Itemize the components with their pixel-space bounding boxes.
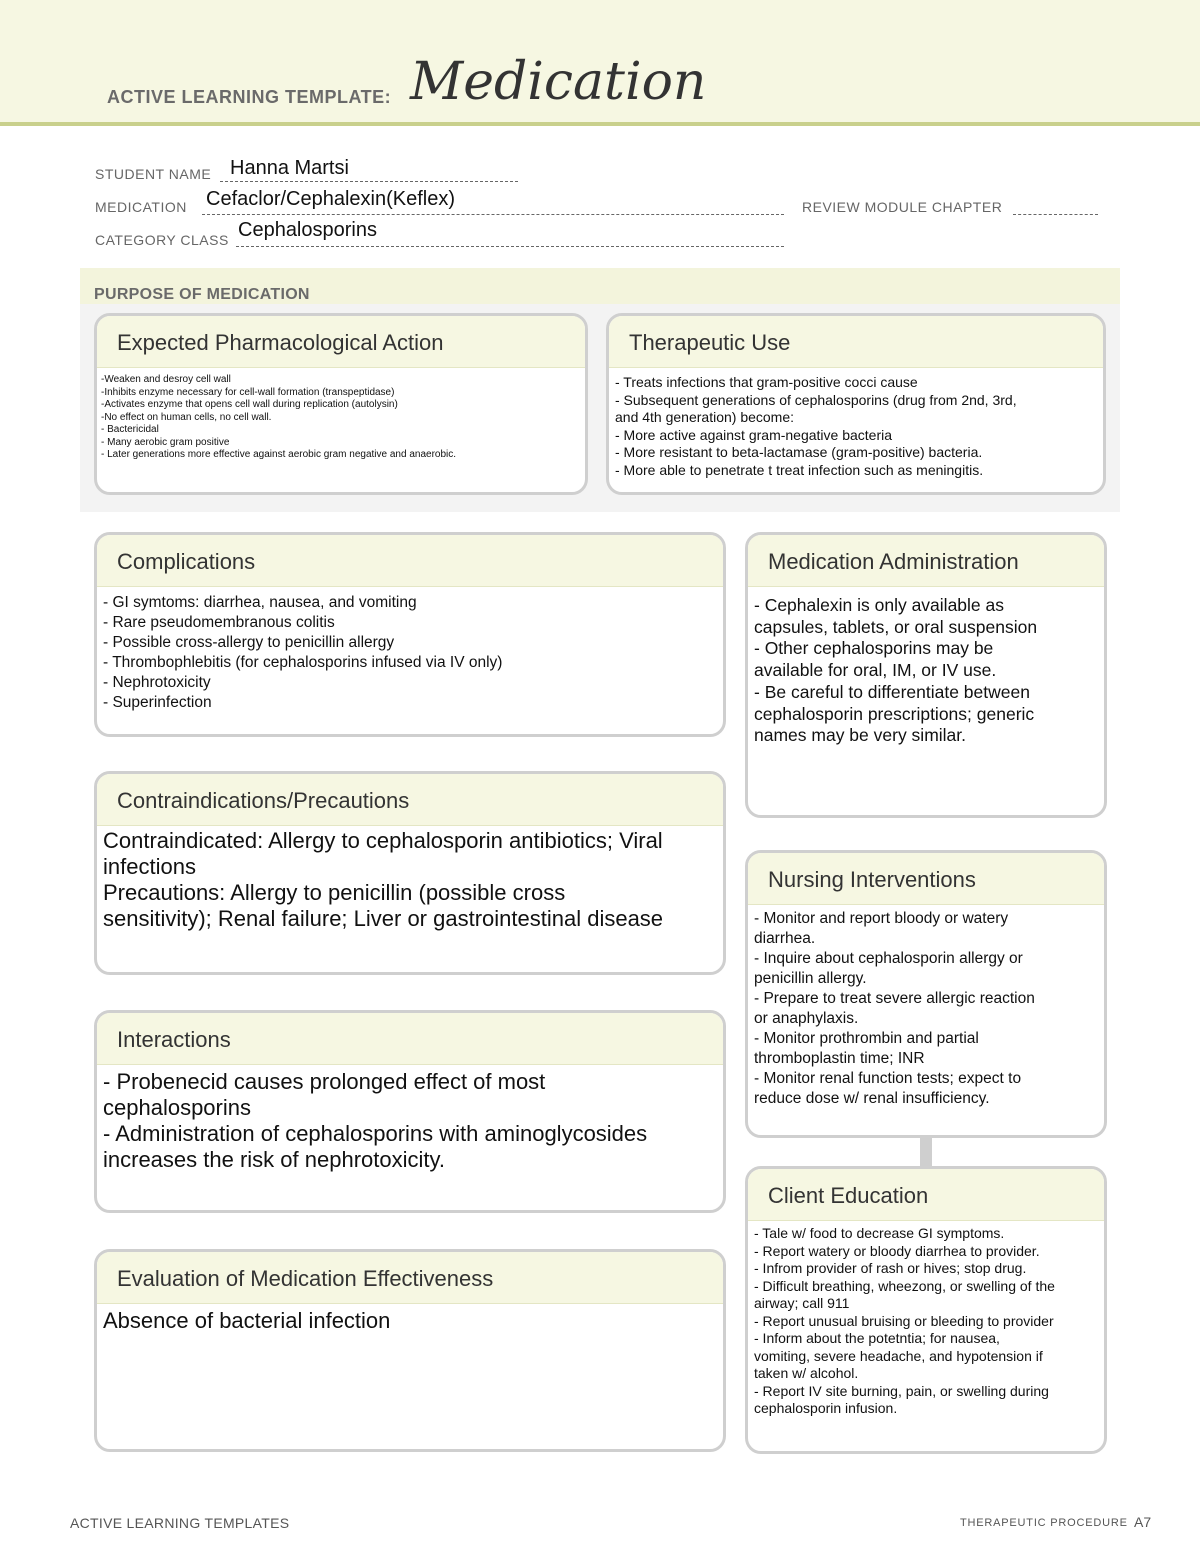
list-item: - Inquire about cephalosporin allergy or xyxy=(754,950,1023,967)
complications-card xyxy=(94,532,726,737)
list-item: - Superinfection xyxy=(103,694,212,711)
client-education-card xyxy=(745,1166,1107,1454)
list-item: - Subsequent generations of cephalosporins (drug from 2nd, 3rd, xyxy=(615,391,1017,408)
review-module-field[interactable] xyxy=(1013,214,1098,215)
therapeutic-use-title: Therapeutic Use xyxy=(609,316,1103,368)
list-item: - Rare pseudomembranous colitis xyxy=(103,614,335,631)
page-number: A7 xyxy=(1134,1514,1152,1530)
list-item: Absence of bacterial infection xyxy=(103,1308,391,1333)
expected-action-body[interactable] xyxy=(97,368,585,462)
list-item: - Nephrotoxicity xyxy=(103,674,211,691)
list-item: cephalosporin infusion. xyxy=(754,1400,898,1416)
list-item: -No effect on human cells, no cell wall. xyxy=(101,411,272,423)
card-connector xyxy=(920,1136,932,1166)
list-item: - Monitor prothrombin and partial xyxy=(754,1030,979,1047)
expected-action-title: Expected Pharmacological Action xyxy=(97,316,585,368)
nursing-interventions-title: Nursing Interventions xyxy=(748,853,1104,905)
client-education-title: Client Education xyxy=(748,1169,1104,1221)
list-item: and 4th generation) become: xyxy=(615,409,795,425)
client-education-body[interactable] xyxy=(748,1221,1104,1418)
list-item: - Be careful to differentiate between xyxy=(754,681,1030,702)
list-item: Precautions: Allergy to penicillin (possible cross xyxy=(103,880,566,905)
administration-title: Medication Administration xyxy=(748,535,1104,587)
footer-label: ACTIVE LEARNING TEMPLATES xyxy=(70,1515,290,1531)
complications-title: Complications xyxy=(97,535,723,587)
list-item: - Administration of cephalosporins with aminoglycosides xyxy=(103,1121,648,1146)
therapeutic-use-body[interactable] xyxy=(609,368,1103,479)
interactions-body[interactable] xyxy=(97,1065,723,1173)
list-item: - Probenecid causes prolonged effect of most xyxy=(103,1069,546,1094)
header-divider xyxy=(0,122,1200,126)
list-item: - Treats infections that gram-positive cocci cause xyxy=(615,374,918,390)
list-item: - More resistant to beta-lactamase (gram-positive) bacteria. xyxy=(615,444,983,460)
list-item: sensitivity); Renal failure; Liver or gastrointestinal disease xyxy=(103,906,664,931)
medication-field[interactable]: Cefaclor/Cephalexin(Keflex) xyxy=(206,188,456,210)
medication-underline xyxy=(202,214,784,215)
list-item: taken w/ alcohol. xyxy=(754,1365,859,1381)
evaluation-title: Evaluation of Medication Effectiveness xyxy=(97,1252,723,1304)
student-name-underline xyxy=(220,181,518,182)
list-item: cephalosporins xyxy=(103,1095,251,1120)
nursing-interventions-body[interactable] xyxy=(748,905,1104,1109)
list-item: capsules, tablets, or oral suspension xyxy=(754,616,1038,637)
page-title: Medication xyxy=(410,52,707,112)
list-item: names may be very similar. xyxy=(754,725,967,746)
interactions-title: Interactions xyxy=(97,1013,723,1065)
list-item: - Other cephalosporins may be xyxy=(754,638,994,659)
evaluation-body[interactable] xyxy=(97,1304,723,1334)
review-module-label: REVIEW MODULE CHAPTER xyxy=(802,199,1003,215)
category-class-field[interactable]: Cephalosporins xyxy=(238,219,377,241)
list-item: - GI symtoms: diarrhea, nausea, and vomiting xyxy=(103,594,417,611)
contraindications-title: Contraindications/Precautions xyxy=(97,774,723,826)
list-item: vomiting, severe headache, and hypotension if xyxy=(754,1347,1043,1364)
purpose-label: PURPOSE OF MEDICATION xyxy=(94,286,310,303)
nursing-interventions-card xyxy=(745,850,1107,1138)
interactions-card xyxy=(94,1010,726,1213)
list-item: diarrhea. xyxy=(754,930,816,947)
list-item: - Monitor and report bloody or watery xyxy=(754,910,1009,927)
list-item: - Thrombophlebitis (for cephalosporins infused via IV only) xyxy=(103,654,503,671)
list-item: available for oral, IM, or IV use. xyxy=(754,660,997,681)
contraindications-body[interactable] xyxy=(97,826,723,932)
list-item: -Activates enzyme that opens cell wall during replication (autolysin) xyxy=(101,399,398,410)
list-item: penicillin allergy. xyxy=(754,970,867,987)
list-item: - Cephalexin is only available as xyxy=(754,595,1004,615)
list-item: - Inform about the potetntia; for nausea, xyxy=(754,1330,1000,1346)
medication-label: MEDICATION xyxy=(95,199,187,215)
student-name-label: STUDENT NAME xyxy=(95,166,212,182)
footer-section: THERAPEUTIC PROCEDURE xyxy=(960,1517,1128,1529)
list-item: cephalosporin prescriptions; generic xyxy=(754,703,1035,724)
list-item: - More active against gram-negative bacteria xyxy=(615,426,893,443)
list-item: - Possible cross-allergy to penicillin allergy xyxy=(103,634,395,651)
list-item: - Report watery or bloody diarrhea to provider. xyxy=(754,1242,1040,1259)
list-item: -Weaken and desroy cell wall xyxy=(101,374,231,385)
list-item: - Difficult breathing, wheezong, or swelling of the xyxy=(754,1277,1055,1294)
list-item: - Report unusual bruising or bleeding to provider xyxy=(754,1312,1054,1329)
evaluation-card xyxy=(94,1249,726,1452)
list-item: airway; call 911 xyxy=(754,1295,850,1311)
category-class-underline xyxy=(236,246,784,247)
list-item: -Inhibits enzyme necessary for cell-wall formation (transpeptidase) xyxy=(101,386,395,398)
list-item: - Monitor renal function tests; expect to xyxy=(754,1070,1022,1087)
list-item: - Many aerobic gram positive xyxy=(101,436,230,448)
list-item: thromboplastin time; INR xyxy=(754,1050,925,1067)
complications-body[interactable] xyxy=(97,587,723,713)
list-item: reduce dose w/ renal insufficiency. xyxy=(754,1090,990,1107)
list-item: - Later generations more effective against aerobic gram negative and anaerobic. xyxy=(101,449,457,460)
category-class-label: CATEGORY CLASS xyxy=(95,232,229,248)
list-item: increases the risk of nephrotoxicity. xyxy=(103,1147,445,1172)
list-item: infections xyxy=(103,854,196,879)
contraindications-card xyxy=(94,771,726,975)
template-label: ACTIVE LEARNING TEMPLATE: xyxy=(107,87,392,107)
list-item: - Infrom provider of rash or hives; stop drug. xyxy=(754,1260,1027,1276)
list-item: - Report IV site burning, pain, or swelling during xyxy=(754,1382,1049,1399)
administration-body[interactable] xyxy=(748,587,1104,747)
list-item: - Bactericidal xyxy=(101,424,159,435)
administration-card xyxy=(745,532,1107,818)
student-name-field[interactable]: Hanna Martsi xyxy=(230,157,349,179)
list-item: - Prepare to treat severe allergic reaction xyxy=(754,990,1035,1007)
expected-action-card xyxy=(94,313,588,495)
list-item: - More able to penetrate t treat infection such as meningitis. xyxy=(615,461,984,478)
list-item: - Tale w/ food to decrease GI symptoms. xyxy=(754,1225,1005,1241)
list-item: Contraindicated: Allergy to cephalosporin antibiotics; Viral xyxy=(103,828,663,853)
therapeutic-use-card xyxy=(606,313,1106,495)
list-item: or anaphylaxis. xyxy=(754,1010,859,1027)
